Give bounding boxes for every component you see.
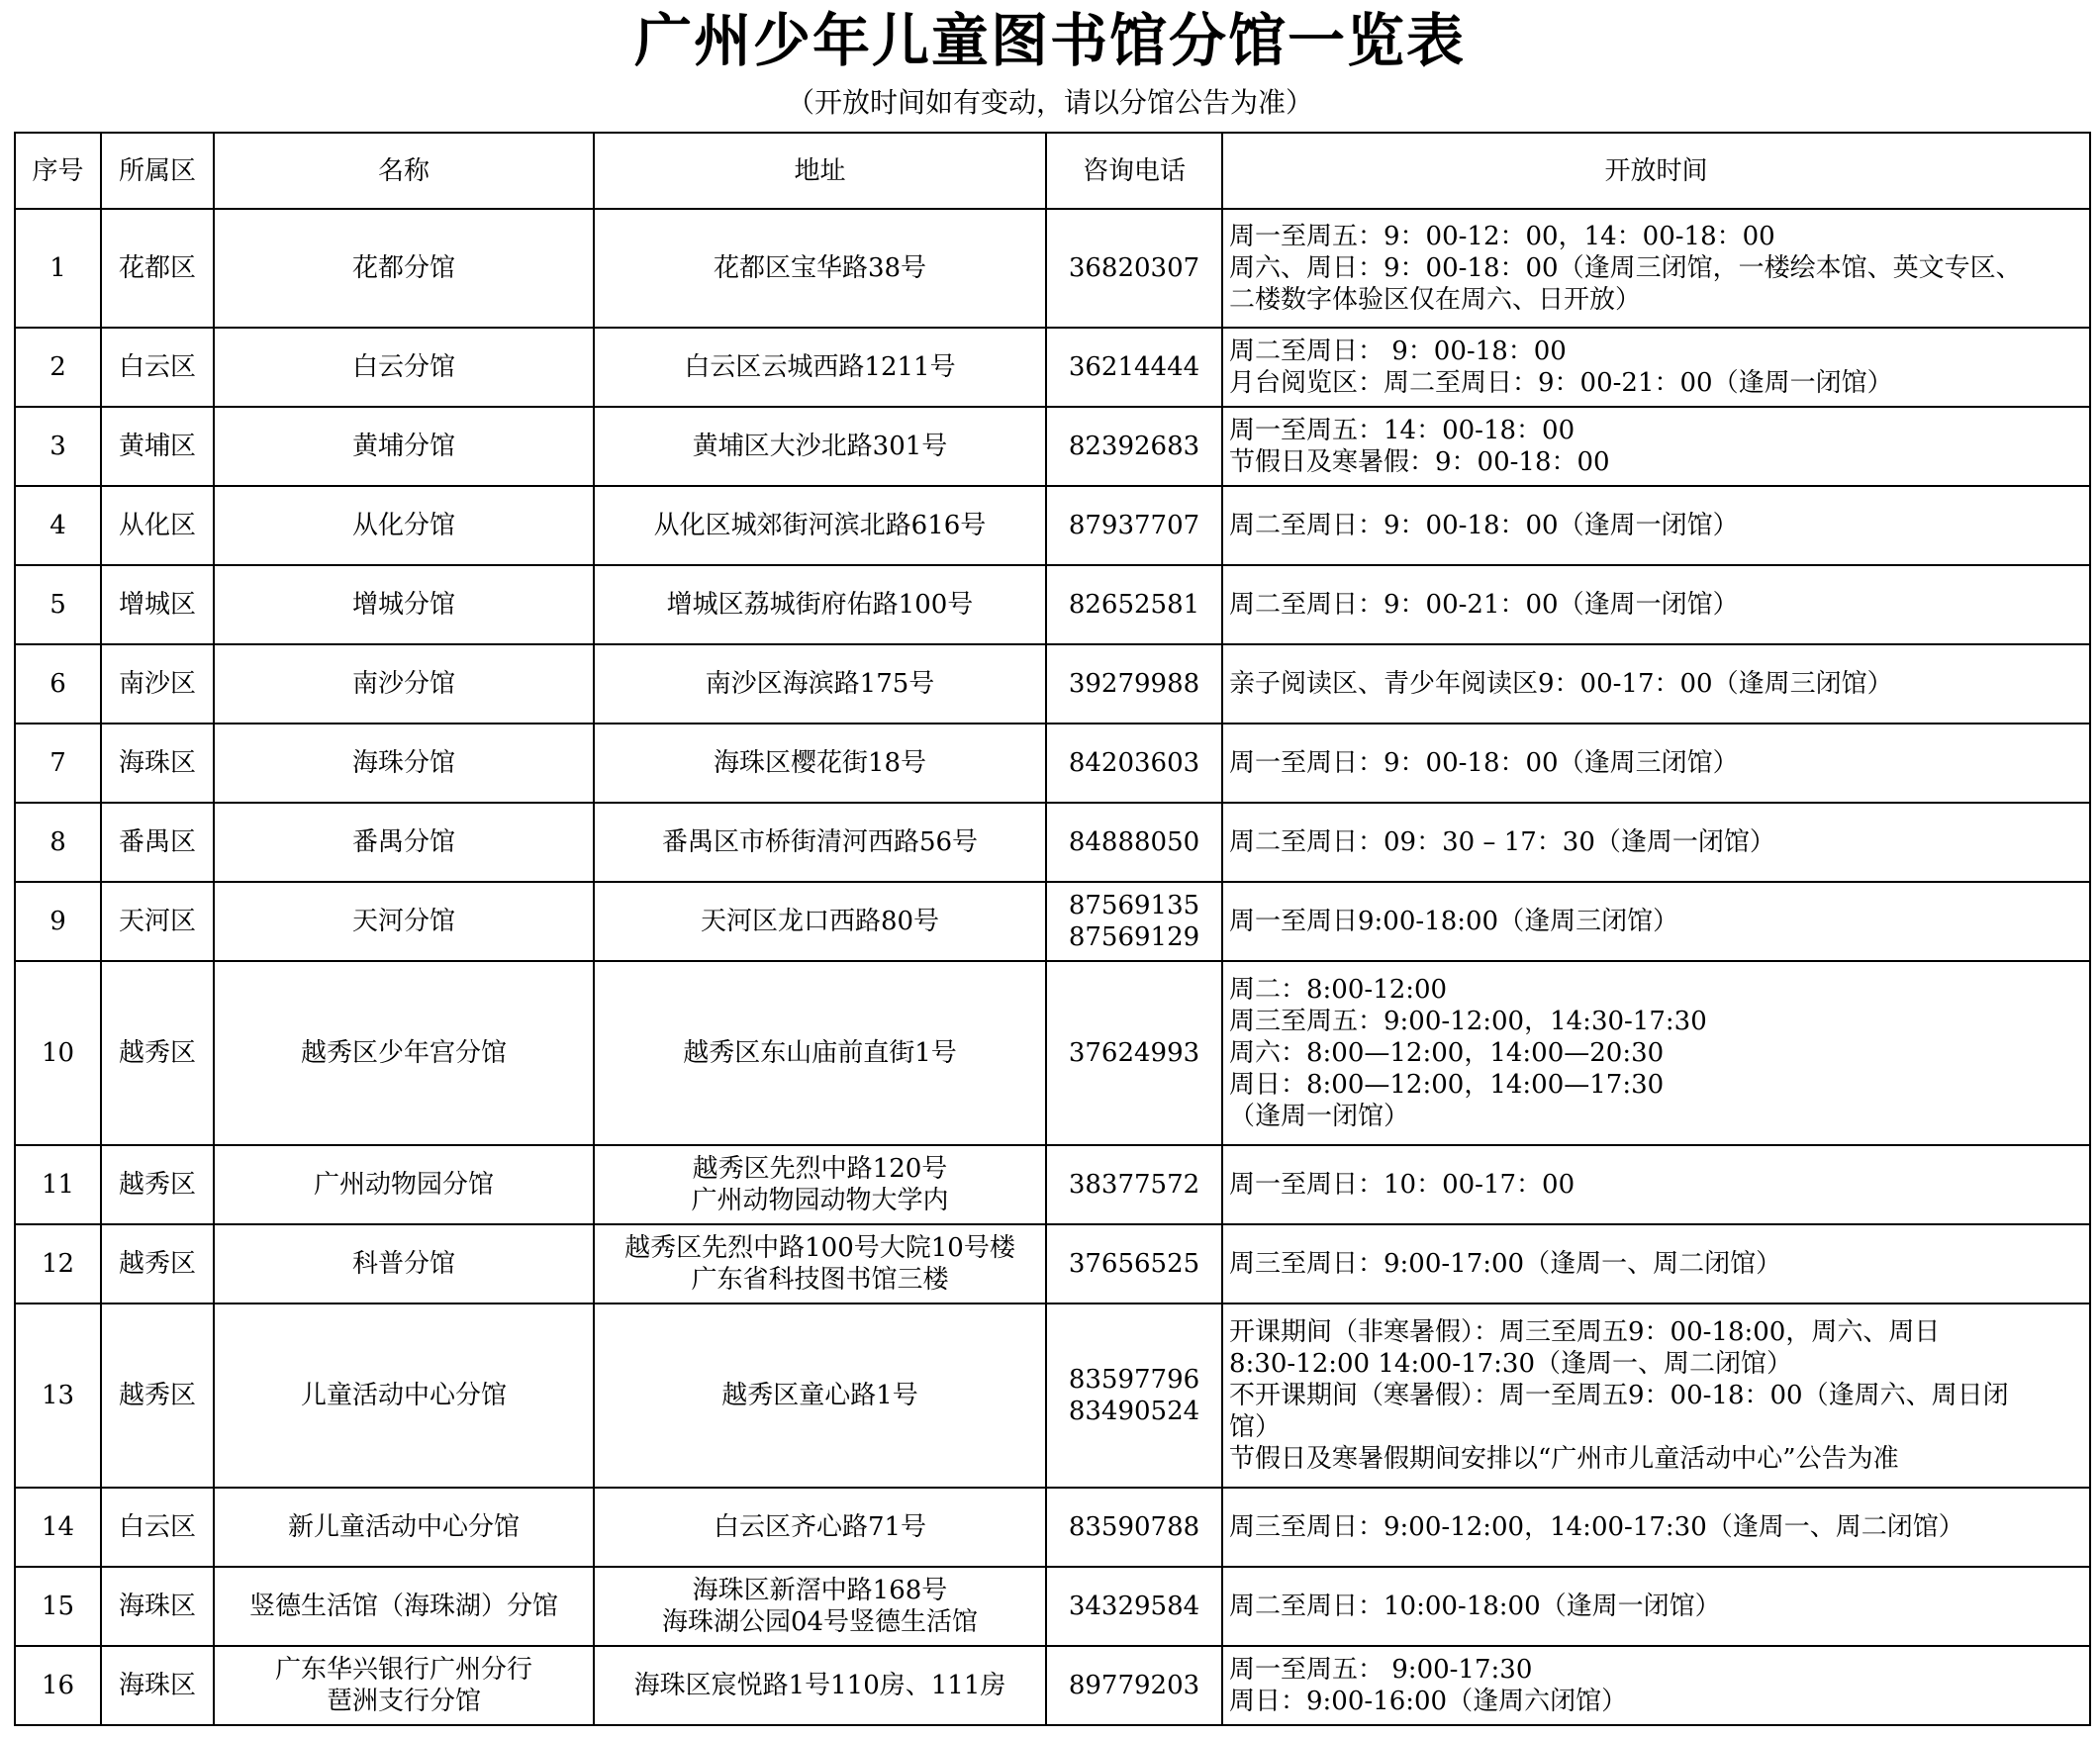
cell-hours-line: 周三至周日：9:00-17:00（逢周一、周二闭馆）	[1229, 1249, 1782, 1279]
cell-district: 南沙区	[101, 644, 214, 724]
cell-name-line: 从化分馆	[351, 511, 455, 540]
table-row	[15, 1567, 2090, 1646]
column-header-district: 所属区	[101, 133, 214, 209]
cell-phone	[1046, 724, 1222, 803]
cell-address	[594, 328, 1046, 407]
cell-district: 海珠区	[101, 1646, 214, 1725]
cell-phone	[1046, 486, 1222, 565]
cell-hours-line: 二楼数字体验区仅在周六、日开放）	[1229, 285, 1642, 315]
cell-district: 海珠区	[101, 724, 214, 803]
cell-address-line: 海珠区宸悦路1号110房、111房	[633, 1671, 1006, 1700]
table-row	[15, 803, 2090, 882]
table-row	[15, 1304, 2090, 1488]
cell-district: 越秀区	[101, 1145, 214, 1224]
cell-name	[214, 1488, 594, 1567]
cell-address-line: 花都区宝华路38号	[713, 253, 927, 283]
column-header-name: 名称	[214, 133, 594, 209]
table-row	[15, 1145, 2090, 1224]
cell-hours-line: 周三至周五：9:00-12:00，14:30-17:30	[1229, 1007, 1707, 1036]
cell-hours	[1222, 644, 2090, 724]
cell-phone-line: 87569135	[1068, 891, 1200, 920]
cell-address-line: 白云区云城西路1211号	[684, 352, 956, 382]
cell-phone	[1046, 209, 1222, 328]
table-row	[15, 1646, 2090, 1725]
cell-hours	[1222, 486, 2090, 565]
cell-no: 2	[15, 328, 101, 407]
cell-name	[214, 209, 594, 328]
cell-no: 3	[15, 407, 101, 486]
table-row	[15, 328, 2090, 407]
table-header-row	[15, 133, 2090, 209]
cell-hours-line: 周六：8:00—12:00，14:00—20:30	[1229, 1038, 1665, 1068]
cell-name	[214, 1304, 594, 1488]
table-row	[15, 724, 2090, 803]
cell-district: 花都区	[101, 209, 214, 328]
cell-hours-line: 周二至周日：10:00-18:00（逢周一闭馆）	[1229, 1592, 1721, 1621]
cell-phone-line: 38377572	[1068, 1170, 1200, 1200]
table-row	[15, 565, 2090, 644]
cell-address-line: 海珠区新滘中路168号	[692, 1576, 948, 1605]
cell-address-line: 番禺区市桥街清河西路56号	[661, 827, 979, 857]
cell-phone-line: 82652581	[1068, 590, 1200, 620]
cell-address-line: 海珠区樱花街18号	[713, 748, 927, 778]
cell-name-line: 黄埔分馆	[351, 432, 455, 461]
cell-hours	[1222, 407, 2090, 486]
cell-phone	[1046, 961, 1222, 1145]
cell-hours	[1222, 803, 2090, 882]
cell-hours-line: 周一至周日：10：00-17：00	[1229, 1170, 1575, 1200]
cell-name-line: 越秀区少年宫分馆	[300, 1038, 507, 1068]
cell-name	[214, 1145, 594, 1224]
cell-hours-line: 节假日及寒暑假：9：00-18：00	[1229, 447, 1610, 477]
cell-name	[214, 328, 594, 407]
cell-hours-line: 周一至周日：9：00-18：00（逢周三闭馆）	[1229, 748, 1739, 778]
cell-hours-line: 节假日及寒暑假期间安排以“广州市儿童活动中心”公告为准	[1229, 1444, 1899, 1474]
branch-table	[14, 132, 2091, 1726]
cell-address	[594, 209, 1046, 328]
page-subtitle: （开放时间如有变动，请以分馆公告为准）	[786, 86, 1313, 119]
cell-address-line: 越秀区东山庙前直街1号	[683, 1038, 957, 1068]
cell-name	[214, 1224, 594, 1304]
cell-hours-line: 周二至周日：9：00-21：00（逢周一闭馆）	[1229, 590, 1739, 620]
cell-hours-line: 周六、周日：9：00-18：00（逢周三闭馆，一楼绘本馆、英文专区、	[1229, 253, 2022, 283]
cell-hours-line: 周二至周日：09：30 – 17：30（逢周一闭馆）	[1229, 827, 1775, 857]
cell-phone	[1046, 644, 1222, 724]
cell-name-line: 花都分馆	[351, 253, 455, 283]
cell-name	[214, 882, 594, 961]
column-header-address: 地址	[594, 133, 1046, 209]
cell-phone	[1046, 565, 1222, 644]
cell-hours-line: 馆）	[1229, 1412, 1282, 1442]
cell-hours	[1222, 882, 2090, 961]
cell-phone-line: 83590788	[1068, 1512, 1200, 1542]
cell-hours-line: 周二至周日： 9：00-18：00	[1229, 337, 1567, 366]
cell-hours-line: 周一至周日9:00-18:00（逢周三闭馆）	[1229, 907, 1679, 936]
cell-name-line: 琶洲支行分馆	[326, 1687, 481, 1716]
cell-phone-line: 82392683	[1068, 432, 1200, 461]
cell-hours	[1222, 1488, 2090, 1567]
cell-address	[594, 803, 1046, 882]
cell-address-line: 广东省科技图书馆三楼	[691, 1265, 949, 1295]
cell-name-line: 增城分馆	[351, 590, 455, 620]
cell-address	[594, 644, 1046, 724]
cell-phone-line: 87937707	[1068, 511, 1200, 540]
page-title: 广州少年儿童图书馆分馆一览表	[633, 7, 1466, 74]
cell-no: 16	[15, 1646, 101, 1725]
cell-name-line: 番禺分馆	[351, 827, 455, 857]
cell-address-line: 海珠湖公园04号竖德生活馆	[661, 1607, 979, 1637]
cell-name	[214, 1646, 594, 1725]
cell-district: 越秀区	[101, 961, 214, 1145]
cell-name-line: 天河分馆	[351, 907, 455, 936]
cell-district: 黄埔区	[101, 407, 214, 486]
cell-hours-line: （逢周一闭馆）	[1229, 1102, 1410, 1131]
cell-name	[214, 407, 594, 486]
cell-address	[594, 1304, 1046, 1488]
cell-address	[594, 565, 1046, 644]
cell-hours-line: 月台阅览区：周二至周日：9：00-21：00（逢周一闭馆）	[1229, 368, 1893, 398]
cell-hours	[1222, 1646, 2090, 1725]
cell-no: 5	[15, 565, 101, 644]
cell-hours	[1222, 1304, 2090, 1488]
cell-name-line: 南沙分馆	[351, 669, 455, 699]
table-row	[15, 882, 2090, 961]
cell-phone-line: 84203603	[1068, 748, 1200, 778]
table-row	[15, 209, 2090, 328]
cell-phone	[1046, 882, 1222, 961]
cell-address-line: 从化区城郊街河滨北路616号	[653, 511, 987, 540]
cell-address	[594, 724, 1046, 803]
cell-no: 10	[15, 961, 101, 1145]
cell-hours-line: 周二至周日：9：00-18：00（逢周一闭馆）	[1229, 511, 1739, 540]
cell-hours	[1222, 209, 2090, 328]
cell-hours-line: 周二：8:00-12:00	[1229, 975, 1448, 1005]
cell-hours	[1222, 1224, 2090, 1304]
cell-no: 7	[15, 724, 101, 803]
cell-address-line: 越秀区先烈中路100号大院10号楼	[624, 1233, 1015, 1263]
cell-phone	[1046, 1224, 1222, 1304]
cell-no: 12	[15, 1224, 101, 1304]
cell-district: 从化区	[101, 486, 214, 565]
cell-district: 番禺区	[101, 803, 214, 882]
cell-name	[214, 803, 594, 882]
cell-no: 14	[15, 1488, 101, 1567]
cell-phone-line: 37656525	[1068, 1249, 1200, 1279]
cell-name-line: 白云分馆	[351, 352, 455, 382]
cell-name-line: 科普分馆	[351, 1249, 455, 1279]
cell-name-line: 竖德生活馆（海珠湖）分馆	[248, 1592, 558, 1621]
cell-hours	[1222, 961, 2090, 1145]
cell-phone	[1046, 1145, 1222, 1224]
cell-address-line: 天河区龙口西路80号	[700, 907, 940, 936]
cell-hours-line: 亲子阅读区、青少年阅读区9：00-17：00（逢周三闭馆）	[1229, 669, 1893, 699]
table-row	[15, 486, 2090, 565]
cell-address-line: 白云区齐心路71号	[713, 1512, 927, 1542]
cell-name	[214, 961, 594, 1145]
cell-hours-line: 周日：8:00—12:00，14:00—17:30	[1229, 1070, 1665, 1100]
cell-name-line: 广东华兴银行广州分行	[274, 1655, 532, 1685]
cell-phone-line: 36820307	[1068, 253, 1200, 283]
table-body	[15, 209, 2090, 1725]
column-header-no: 序号	[15, 133, 101, 209]
cell-phone	[1046, 328, 1222, 407]
cell-district: 白云区	[101, 328, 214, 407]
cell-district: 海珠区	[101, 1567, 214, 1646]
cell-address	[594, 1224, 1046, 1304]
cell-name	[214, 1567, 594, 1646]
cell-name-line: 新儿童活动中心分馆	[287, 1512, 520, 1542]
cell-hours-line: 周日：9:00-16:00（逢周六闭馆）	[1229, 1687, 1628, 1716]
cell-phone	[1046, 407, 1222, 486]
cell-district: 增城区	[101, 565, 214, 644]
cell-phone	[1046, 1304, 1222, 1488]
column-header-phone: 咨询电话	[1046, 133, 1222, 209]
cell-address-line: 南沙区海滨路175号	[705, 669, 935, 699]
cell-address	[594, 882, 1046, 961]
cell-no: 1	[15, 209, 101, 328]
cell-phone-line: 83490524	[1068, 1397, 1200, 1426]
cell-name	[214, 724, 594, 803]
cell-phone-line: 39279988	[1068, 669, 1200, 699]
cell-address	[594, 1646, 1046, 1725]
cell-phone	[1046, 1488, 1222, 1567]
cell-name	[214, 486, 594, 565]
cell-hours-line: 8:30-12:00 14:00-17:30（逢周一、周二闭馆）	[1229, 1349, 1793, 1379]
cell-phone-line: 87569129	[1068, 922, 1200, 952]
cell-no: 8	[15, 803, 101, 882]
cell-phone	[1046, 1567, 1222, 1646]
cell-no: 6	[15, 644, 101, 724]
cell-district: 天河区	[101, 882, 214, 961]
cell-address-line: 越秀区童心路1号	[721, 1381, 918, 1410]
cell-name	[214, 565, 594, 644]
table-row	[15, 1224, 2090, 1304]
cell-phone-line: 83597796	[1068, 1365, 1200, 1395]
cell-address-line: 黄埔区大沙北路301号	[692, 432, 948, 461]
cell-address	[594, 1567, 1046, 1646]
cell-hours-line: 周三至周日：9:00-12:00，14:00-17:30（逢周一、周二闭馆）	[1229, 1512, 1964, 1542]
table-row	[15, 644, 2090, 724]
cell-address	[594, 407, 1046, 486]
cell-phone	[1046, 1646, 1222, 1725]
cell-phone	[1046, 803, 1222, 882]
cell-no: 4	[15, 486, 101, 565]
cell-hours	[1222, 724, 2090, 803]
table-row	[15, 1488, 2090, 1567]
cell-no: 11	[15, 1145, 101, 1224]
cell-phone-line: 34329584	[1068, 1592, 1200, 1621]
cell-name-line: 广州动物园分馆	[313, 1170, 494, 1200]
cell-no: 15	[15, 1567, 101, 1646]
cell-name	[214, 644, 594, 724]
cell-hours	[1222, 565, 2090, 644]
cell-address	[594, 1145, 1046, 1224]
table-row	[15, 407, 2090, 486]
cell-phone-line: 84888050	[1068, 827, 1200, 857]
cell-hours-line: 周一至周五：14：00-18：00	[1229, 416, 1575, 445]
cell-hours-line: 周一至周五： 9:00-17:30	[1229, 1655, 1533, 1685]
column-header-hours: 开放时间	[1222, 133, 2090, 209]
cell-phone-line: 36214444	[1068, 352, 1200, 382]
cell-hours-line: 开课期间（非寒暑假）：周三至周五9：00-18:00，周六、周日	[1229, 1317, 1941, 1347]
cell-address	[594, 961, 1046, 1145]
cell-address-line: 越秀区先烈中路120号	[692, 1154, 948, 1184]
cell-address	[594, 486, 1046, 565]
cell-address-line: 广州动物园动物大学内	[691, 1186, 949, 1215]
cell-district: 越秀区	[101, 1224, 214, 1304]
cell-hours-line: 周一至周五：9：00-12：00，14：00-18：00	[1229, 222, 1775, 251]
cell-no: 9	[15, 882, 101, 961]
cell-name-line: 儿童活动中心分馆	[300, 1381, 507, 1410]
cell-district: 白云区	[101, 1488, 214, 1567]
cell-address	[594, 1488, 1046, 1567]
cell-hours	[1222, 1567, 2090, 1646]
cell-name-line: 海珠分馆	[351, 748, 455, 778]
cell-district: 越秀区	[101, 1304, 214, 1488]
cell-no: 13	[15, 1304, 101, 1488]
cell-address-line: 增城区荔城街府佑路100号	[666, 590, 974, 620]
table-row	[15, 961, 2090, 1145]
cell-hours	[1222, 1145, 2090, 1224]
cell-hours-line: 不开课期间（寒暑假）：周一至周五9：00-18：00（逢周六、周日闭	[1229, 1381, 2009, 1410]
cell-phone-line: 37624993	[1068, 1038, 1200, 1068]
cell-hours	[1222, 328, 2090, 407]
cell-phone-line: 89779203	[1068, 1671, 1200, 1700]
